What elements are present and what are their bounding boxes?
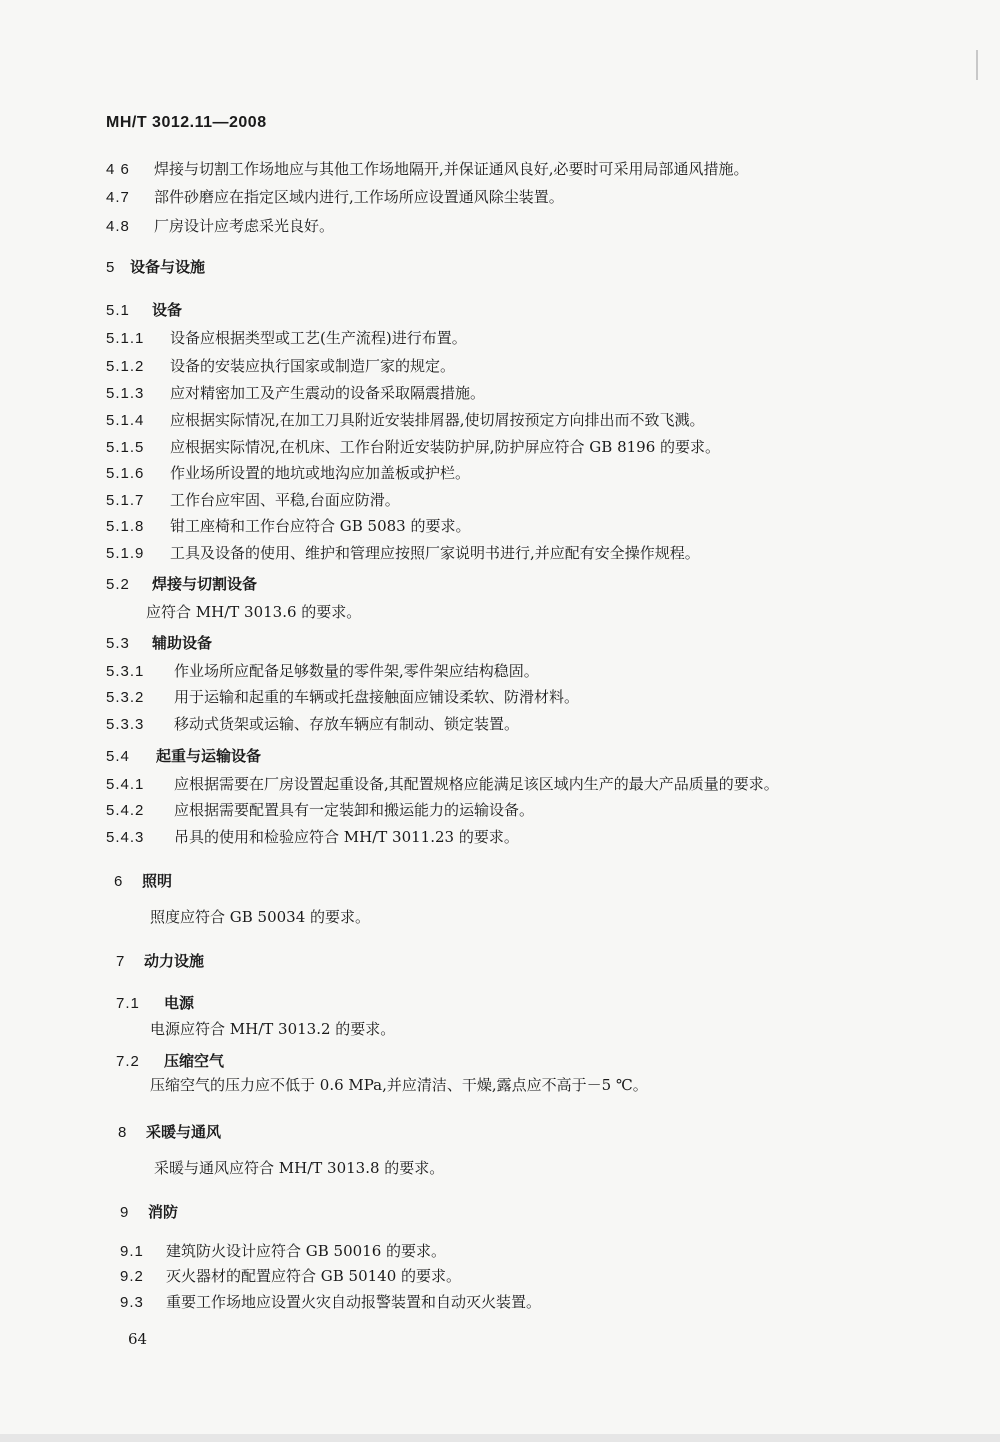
clause-4-8: 4.8 厂房设计应考虑采光良好。 bbox=[106, 217, 335, 235]
clause-9-2: 9.2 灭火器材的配置应符合 GB 50140 的要求。 bbox=[120, 1267, 462, 1285]
clause-5-1-6: 5.1.6 作业场所设置的地坑或地沟应加盖板或护栏。 bbox=[106, 464, 471, 482]
clause-5-1-1: 5.1.1 设备应根据类型或工艺(生产流程)进行布置。 bbox=[106, 329, 467, 347]
clause-5-4-1: 5.4.1 应根据需要在厂房设置起重设备,其配置规格应能满足该区域内生产的最大产品质量的要求。 bbox=[106, 775, 779, 793]
clause-5-1-3: 5.1.3 应对精密加工及产生震动的设备采取隔震措施。 bbox=[106, 384, 486, 402]
clause-5-4-3: 5.4.3 吊具的使用和检验应符合 MH/T 3011.23 的要求。 bbox=[106, 828, 519, 846]
clause-5-4-2: 5.4.2 应根据需要配置具有一定装卸和搬运能力的运输设备。 bbox=[106, 801, 535, 819]
clause-5-3-heading: 5.3 辅助设备 bbox=[106, 634, 213, 652]
clause-5-3-3: 5.3.3 移动式货架或运输、存放车辆应有制动、锁定装置。 bbox=[106, 715, 520, 733]
clause-7-2-body: 压缩空气的压力应不低于 0.6 MPa,并应清洁、干燥,露点应不高于－5 ℃。 bbox=[150, 1076, 648, 1094]
clause-4-7: 4.7 部件砂磨应在指定区域内进行,工作场所应设置通风除尘装置。 bbox=[106, 188, 564, 206]
clause-5-1-4: 5.1.4 应根据实际情况,在加工刀具附近安装排屑器,使切屑按预定方向排出而不致飞溅。 bbox=[106, 411, 705, 429]
section-5-heading: 5 设备与设施 bbox=[106, 258, 206, 276]
standard-header: MH/T 3012.11—2008 bbox=[106, 114, 267, 131]
section-8-body: 采暖与通风应符合 MH/T 3013.8 的要求。 bbox=[154, 1159, 445, 1177]
clause-5-1-heading: 5.1 设备 bbox=[106, 301, 183, 319]
footer-strip bbox=[0, 1434, 1000, 1442]
clause-4-6: 4 6 焊接与切割工作场地应与其他工作场地隔开,并保证通风良好,必要时可采用局部通风措施。 bbox=[106, 160, 749, 178]
clause-7-2-heading: 7.2 压缩空气 bbox=[116, 1052, 225, 1070]
clause-5-1-5: 5.1.5 应根据实际情况,在机床、工作台附近安装防护屏,防护屏应符合 GB 8196 的要求。 bbox=[106, 438, 721, 456]
clause-5-2-heading: 5.2 焊接与切割设备 bbox=[106, 575, 258, 593]
section-7-heading: 7 动力设施 bbox=[116, 952, 205, 970]
clause-5-1-2: 5.1.2 设备的安装应执行国家或制造厂家的规定。 bbox=[106, 357, 456, 375]
clause-5-3-2: 5.3.2 用于运输和起重的车辆或托盘接触面应铺设柔软、防滑材料。 bbox=[106, 688, 580, 706]
clause-5-3-1: 5.3.1 作业场所应配备足够数量的零件架,零件架应结构稳固。 bbox=[106, 662, 539, 680]
section-6-body: 照度应符合 GB 50034 的要求。 bbox=[150, 908, 371, 926]
section-6-heading: 6 照明 bbox=[114, 872, 173, 890]
section-9-heading: 9 消防 bbox=[120, 1203, 179, 1221]
clause-9-1: 9.1 建筑防火设计应符合 GB 50016 的要求。 bbox=[120, 1242, 447, 1260]
page-number: 64 bbox=[128, 1330, 148, 1348]
clause-5-1-7: 5.1.7 工作台应牢固、平稳,台面应防滑。 bbox=[106, 491, 400, 509]
clause-9-3: 9.3 重要工作场地应设置火灾自动报警装置和自动灭火装置。 bbox=[120, 1293, 542, 1311]
clause-5-1-9: 5.1.9 工具及设备的使用、维护和管理应按照厂家说明书进行,并应配有安全操作规程。 bbox=[106, 544, 700, 562]
clause-5-2-body: 应符合 MH/T 3013.6 的要求。 bbox=[146, 603, 362, 621]
section-8-heading: 8 采暖与通风 bbox=[118, 1123, 222, 1141]
clause-7-1-body: 电源应符合 MH/T 3013.2 的要求。 bbox=[150, 1020, 396, 1038]
clause-5-4-heading: 5.4 起重与运输设备 bbox=[106, 747, 262, 765]
clause-7-1-heading: 7.1 电源 bbox=[116, 994, 195, 1012]
page-edge-mark bbox=[976, 50, 978, 80]
clause-5-1-8: 5.1.8 钳工座椅和工作台应符合 GB 5083 的要求。 bbox=[106, 517, 471, 535]
